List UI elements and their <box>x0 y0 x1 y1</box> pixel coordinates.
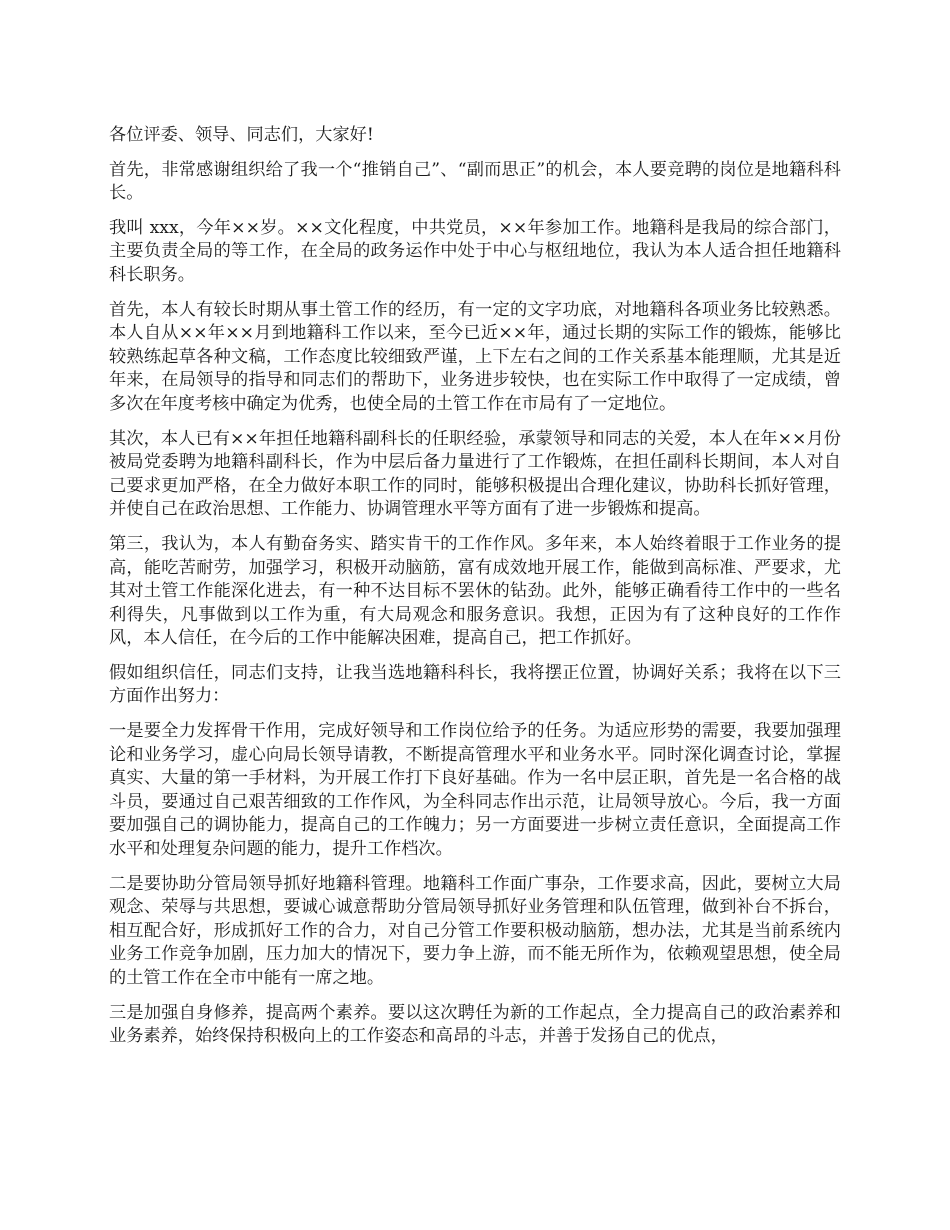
paragraph-commitment: 假如组织信任，同志们支持，让我当选地籍科科长，我将摆正位置，协调好关系；我将在以下三方面作出努力： <box>109 662 841 707</box>
paragraph-intro: 首先，非常感谢组织给了我一个“推销自己”、“副而思正”的机会，本人要竞聘的岗位是地籍科科长。 <box>109 159 841 204</box>
paragraph-point-two: 二是要协助分管局领导抓好地籍科管理。地籍科工作面广事杂，工作要求高，因此，要树立大局观念、荣辱与共思想，要诚心诚意帮助分管局领导抓好业务管理和队伍管理，做到补台不拆台，相互配合好，形成抓好工作的合力，对自己分管工作要积极动脑筋，想办法，尤其是当前系统内业务工作竞争加剧，压力加大的情况下，要力争上游，而不能无所作为，依赖观望思想，使全局的土管工作在全市中能有一席之地。 <box>109 873 841 988</box>
paragraph-self-introduction: 我叫 xxx，今年××岁。××文化程度，中共党员，××年参加工作。地籍科是我局的综合部门，主要负责全局的等工作，在全局的政务运作中处于中心与枢纽地位，我认为本人适合担任地籍科科长职务。 <box>109 217 841 285</box>
paragraph-work-style: 第三，我认为，本人有勤奋务实、踏实肯干的工作作风。多年来，本人始终着眼于工作业务的提高，能吃苦耐劳，加强学习，积极开动脑筋，富有成效地开展工作，能做到高标准、严要求，尤其对土管工作能深化进去，有一种不达目标不罢休的钻劲。此外，能够正确看待工作中的一些名利得失，凡事做到以工作为重，有大局观念和服务意识。我想，正因为有了这种良好的工作作风，本人信任，在今后的工作中能解决困难，提高自己，把工作抓好。 <box>109 533 841 649</box>
paragraph-point-one: 一是要全力发挥骨干作用，完成好领导和工作岗位给予的任务。为适应形势的需要，我要加强理论和业务学习，虚心向局长领导请教，不断提高管理水平和业务水平。同时深化调查讨论，掌握真实、大量的第一手材料，为开展工作打下良好基础。作为一名中层正职，首先是一名合格的战斗员，要通过自己艰苦细致的工作作风，为全科同志作出示范，让局领导放心。今后，我一方面要加强自己的调协能力，提高自己的工作魄力；另一方面要进一步树立责任意识，全面提高工作水平和处理复杂问题的能力，提升工作档次。 <box>109 721 841 860</box>
paragraph-deputy-experience: 其次，本人已有××年担任地籍科副科长的任职经验，承蒙领导和同志的关爱，本人在年××月份被局党委聘为地籍科副科长，作为中层后备力量进行了工作锻炼，在担任副科长期间，本人对自己要求更加严格，在全力做好本职工作的同时，能够积极提出合理化建议，协助科长抓好管理，并使自己在政治思想、工作能力、协调管理水平等方面有了进一步锻炼和提高。 <box>109 428 841 520</box>
document-body <box>109 124 841 1060</box>
paragraph-experience: 首先，本人有较长时期从事土管工作的经历，有一定的文字功底，对地籍科各项业务比较熟悉。本人自从××年××月到地籍科工作以来，至今已近××年，通过长期的实际工作的锻炼，能够比较熟练起草各种文稿，工作态度比较细致严谨，上下左右之间的工作关系基本能理顺，尤其是近年来，在局领导的指导和同志们的帮助下，业务进步较快，也在实际工作中取得了一定成绩，曾多次在年度考核中确定为优秀，也使全局的土管工作在市局有了一定地位。 <box>109 299 841 414</box>
paragraph-point-three: 三是加强自身修养，提高两个素养。要以这次聘任为新的工作起点，全力提高自己的政治素养和业务素养，始终保持积极向上的工作姿态和高昂的斗志，并善于发扬自己的优点， <box>109 1002 841 1047</box>
paragraph-greeting: 各位评委、领导、同志们，大家好! <box>109 125 374 145</box>
